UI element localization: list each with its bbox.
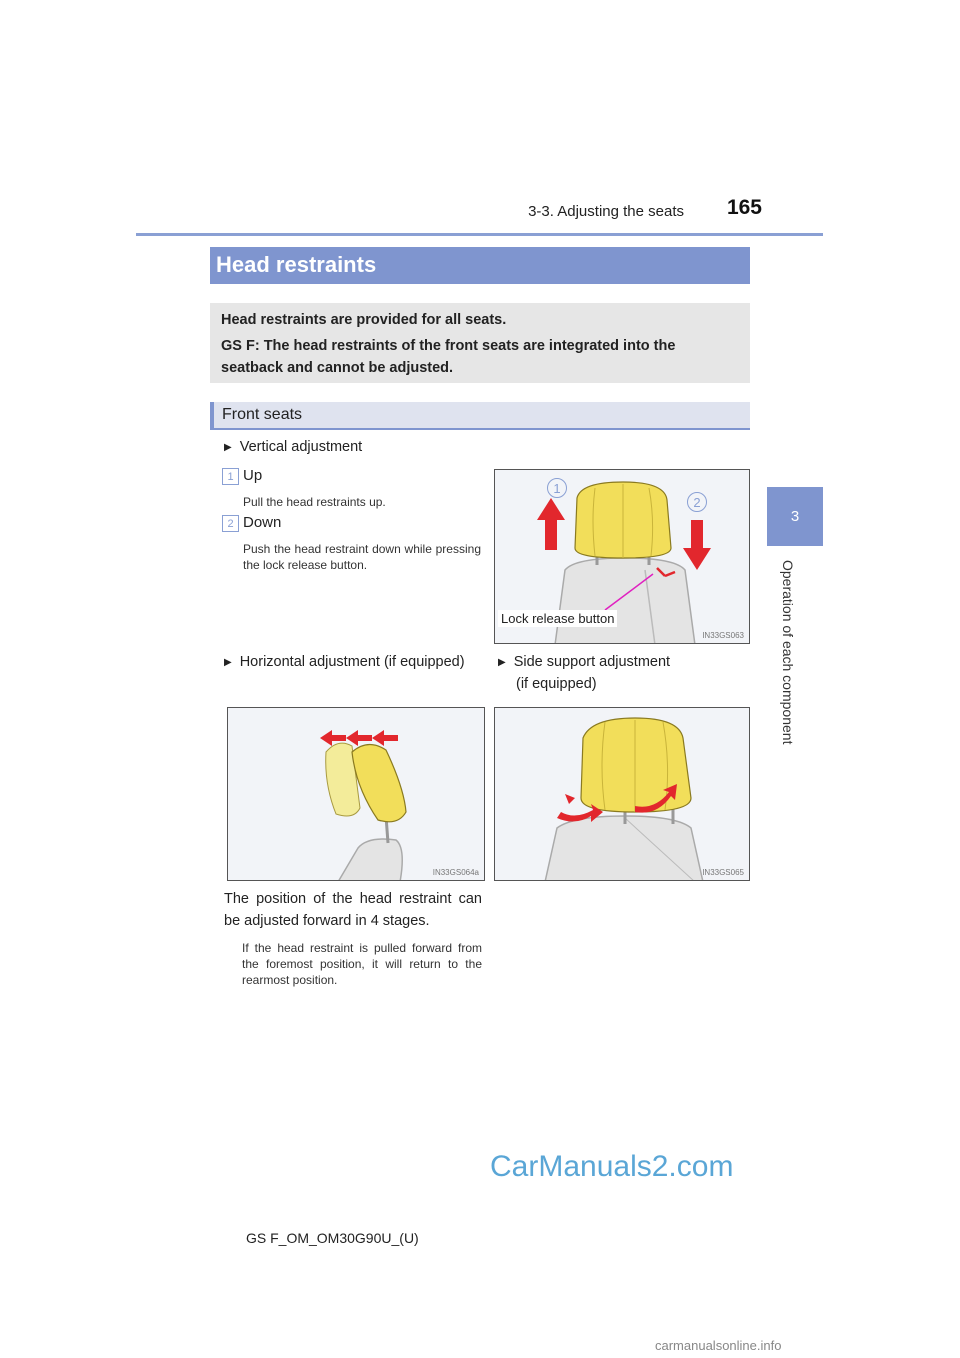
figure-marker-2: 2 — [687, 492, 707, 512]
headrest-horizontal-illustration — [228, 708, 485, 881]
step-number-2: 2 — [222, 515, 239, 532]
watermark-logo: CarManuals2.com — [490, 1150, 734, 1183]
step-desc-up: Pull the head restraints up. — [243, 495, 386, 509]
headrest-side-support-illustration — [495, 708, 750, 881]
subsection-heading — [210, 402, 750, 430]
bullet-triangle-icon: ▶ — [224, 657, 232, 668]
step-title-up: Up — [243, 467, 263, 484]
bullet-vertical-text: Vertical adjustment — [239, 439, 363, 455]
figure-side-support-adjustment — [494, 707, 750, 881]
figure-code: IN33GS064a — [432, 868, 479, 877]
figure-horizontal-adjustment — [227, 707, 485, 881]
chapter-tab — [767, 487, 823, 546]
bullet-vertical — [224, 439, 362, 455]
bullet-side-support-text: Side support adjustment — [513, 654, 671, 670]
bullet-horizontal-text: Horizontal adjustment (if equipped) — [239, 654, 465, 670]
bullet-side-support-line2: (if equipped) — [516, 676, 597, 692]
chapter-label — [780, 560, 806, 750]
bullet-triangle-icon: ▶ — [498, 657, 506, 668]
chapter-number: 3 — [790, 508, 800, 525]
horizontal-note: If the head restraint is pulled forward from the foremost position, it will return to the rearmost position. — [242, 941, 482, 987]
page-heading-text: Head restraints — [216, 252, 377, 277]
watermark-url: carmanualsonline.info — [655, 1338, 782, 1353]
step-number-1: 1 — [222, 468, 239, 485]
lock-release-callout: Lock release button — [498, 610, 617, 627]
page-heading — [210, 247, 750, 284]
bullet-side-support — [498, 654, 670, 670]
figure-vertical-adjustment — [494, 469, 750, 644]
horizontal-body-text: The position of the head restraint can be adjusted forward in 4 stages. — [224, 891, 482, 929]
bullet-horizontal — [224, 654, 465, 670]
figure-marker-1: 1 — [547, 478, 567, 498]
figure-code: IN33GS063 — [702, 631, 744, 640]
intro-box — [210, 303, 750, 383]
footer-code: GS F_OM_OM30G90U_(U) — [246, 1230, 419, 1246]
header-rule — [136, 233, 823, 236]
chapter-label-text: Operation of each component — [780, 560, 796, 745]
intro-line-2: GS F: The head restraints of the front seats are integrated into the seatback and cannot be adjusted. — [221, 338, 676, 376]
figure-code: IN33GS065 — [702, 868, 744, 877]
step-title-down: Down — [243, 514, 282, 531]
step-desc-down: Push the head restraint down while pressing the lock release button. — [243, 542, 481, 572]
bullet-triangle-icon: ▶ — [224, 442, 232, 453]
page-number: 165 — [726, 196, 762, 219]
section-title: 3-3. Adjusting the seats — [528, 203, 684, 220]
intro-line-1: Head restraints are provided for all seats. — [221, 312, 507, 328]
subsection-heading-text: Front seats — [222, 406, 303, 423]
